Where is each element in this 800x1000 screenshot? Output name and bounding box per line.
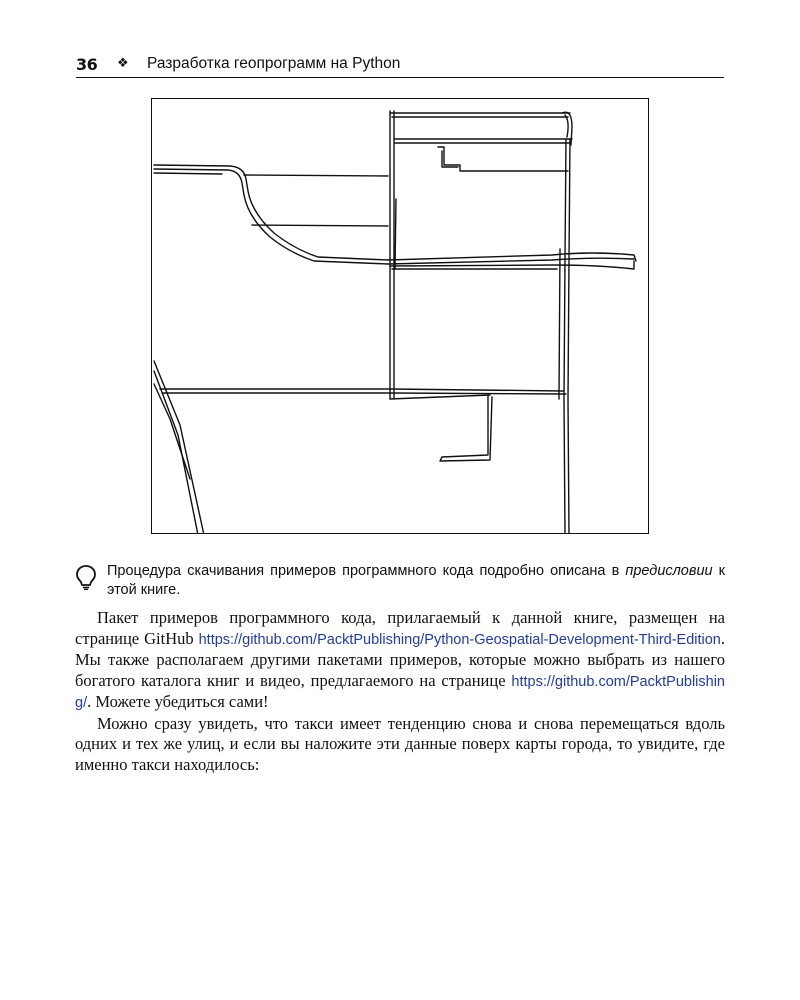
track-lower-road [160,389,566,399]
paragraph-1-text-2: . Мы также располагаем другими пакетами примеров, которые можно выбрать из нашего богатого каталога книг и видео, предлагаемого на странице [75,628,725,690]
page-number: 36 [76,55,98,74]
track-curved-road [154,165,388,264]
tip-text-end: к этой книге. [107,563,725,598]
header-rule [76,77,724,78]
lightbulb-icon [75,564,97,590]
paragraph-1-text-3: . Можете убедиться сами! [87,692,269,711]
running-title: Разработка геопрограмм на Python [147,55,401,72]
taxi-tracks-figure [151,98,649,534]
diamond-ornament-icon: ❖ [117,56,129,71]
body-text [75,608,725,775]
paragraph-1 [75,608,725,714]
track-diagonals [154,361,204,534]
github-repo-link[interactable]: https://github.com/PacktPublishing/Python-Geospatial-Development-Third-Edition [198,631,721,648]
track-lines [152,99,649,534]
running-header [76,55,724,77]
tip-text-start: Процедура скачивания примеров программного кода подробно описана в [107,563,626,579]
track-vertical-roads [390,139,570,534]
tip-text [107,562,725,600]
tip-text-italic: предисловии [625,563,713,579]
track-main-road [388,253,636,269]
paragraph-2: Можно сразу увидеть, что такси имеет тенденцию снова и снова перемещаться вдоль одних и тех же улиц, и если вы наложите эти данные поверх карты города, то увидите, где именно такси находилось: [75,713,725,774]
packt-github-link[interactable]: https://github.com/PacktPublishing/ [75,673,725,711]
track-top-block [390,111,572,259]
paragraph-1-text-1: Пакет примеров программного кода, прилагаемый к данной книге, размещен на странице GitHub [75,608,725,648]
track-branch [440,395,492,461]
